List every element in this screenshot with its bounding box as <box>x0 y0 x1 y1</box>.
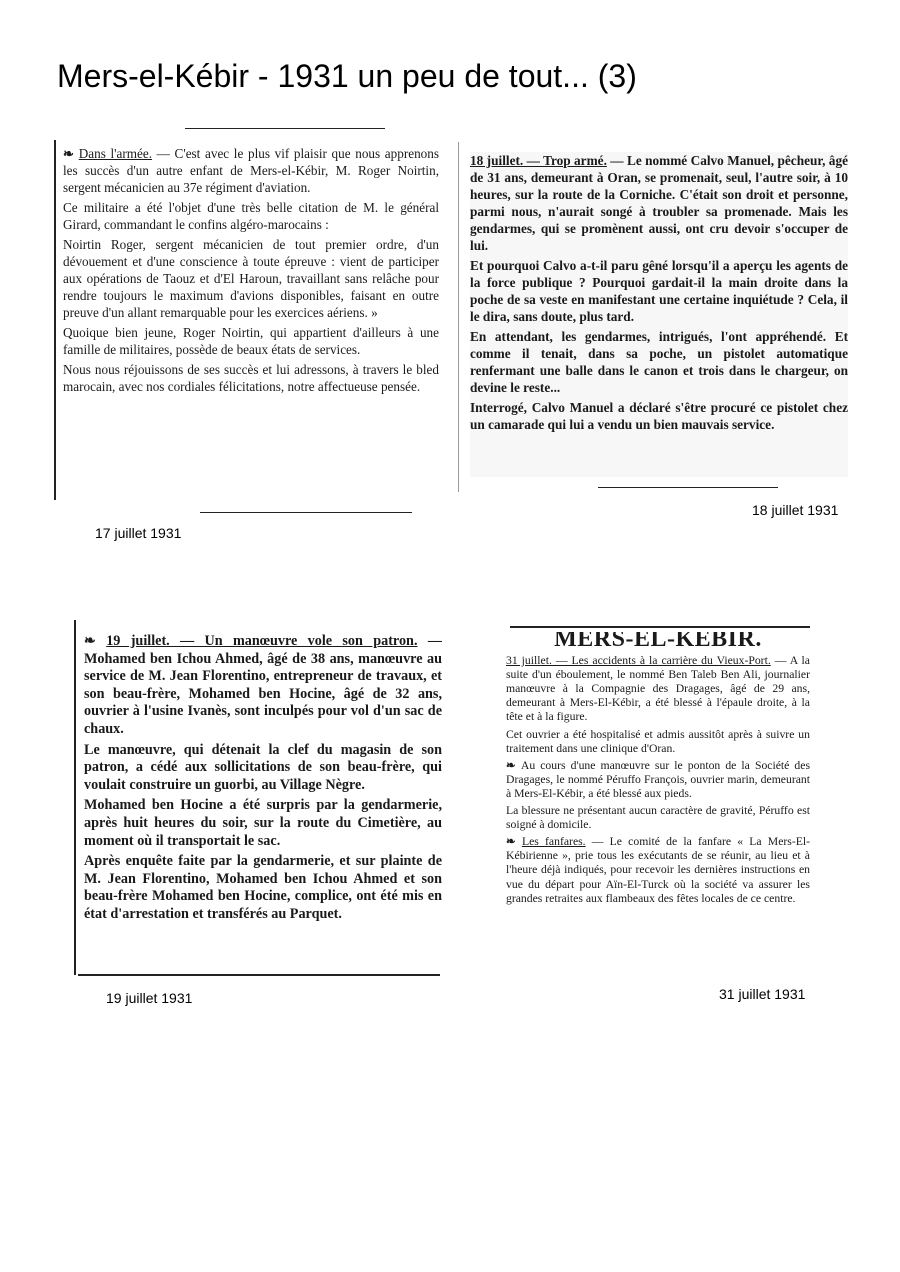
section-heading: Dans l'armée. <box>78 146 153 161</box>
newspaper-clipping-manoeuvre <box>84 633 442 968</box>
clipping-date-caption: 17 juillet 1931 <box>95 525 182 541</box>
paragraph-text: Noirtin Roger, sergent mécanicien de tout premier ordre, d'un dévouement et d'une conscience à toute épreuve : vient de participer aux opérations de Taouz et d'El Haroun, travaillant sans relâche pour rendre toujours le maximum d'avions disponibles, faisant en outre preuve d'un allant remarquable pour les exercices aériens. » <box>63 237 439 320</box>
paragraph-text: — Le nommé Calvo Manuel, pêcheur, âgé de 31 ans, demeurant à Oran, se promenait, seul, l'autre soir, à 10 heures, sur la route de la Corniche. C'était son droit et personne, parmi nous, n'aurait songé à troubler sa promenade. Mais les gendarmes, qui se promènent aussi, ont cru devoir s'occuper de lui. <box>470 153 848 253</box>
clipping-paragraph <box>470 152 848 254</box>
clipping-paragraph <box>63 324 439 358</box>
newspaper-clipping-armee <box>63 145 439 495</box>
divider-rule <box>78 974 440 976</box>
paragraph-text: Ce militaire a été l'objet d'une très belle citation de M. le général Girard, commandant le confins algéro-marocains : <box>63 200 439 232</box>
clipping-paragraph <box>63 236 439 321</box>
clipping-paragraph <box>84 633 442 739</box>
clipping-paragraph <box>63 145 439 196</box>
newspaper-masthead: MERS-EL-KEBIR. <box>554 632 762 652</box>
clipping-paragraph <box>84 742 442 795</box>
paragraph-text: Interrogé, Calvo Manuel a déclaré s'être procuré ce pistolet chez un camarade qui lui a vendu un bien mauvais service. <box>470 400 848 432</box>
paragraph-text: Quoique bien jeune, Roger Noirtin, qui appartient d'ailleurs à une famille de militaires, possède de beaux états de services. <box>63 325 439 357</box>
paragraph-text: — A la suite d'un éboulement, le nommé Ben Taleb Ben Ali, journalier manœuvre à la Compagnie des Dragages, âgé de 29 ans, demeurant à Mers-El-Kébir, a été blessé à l'épaule droite, à la tête et à la figure. <box>506 654 810 724</box>
paragraph-text: — C'est avec le plus vif plaisir que nous apprenons les succès d'un autre enfant de Mers-el-Kébir, M. Roger Noirtin, sergent mécanicien au 37e régiment d'aviation. <box>63 146 439 195</box>
section-heading: 31 juillet. — Les accidents à la carrière du Vieux-Port. <box>506 654 771 668</box>
paragraph-text: En attendant, les gendarmes, intrigués, l'ont appréhendé. Et comme il tenait, dans sa poche, un pistolet automatique renfermant une balle dans le canon et trois dans le chargeur, on devine le reste... <box>470 329 848 395</box>
paragraph-text: Mohamed ben Hocine a été surpris par la gendarmerie, après huit heures du soir, sur la route du Cimetière, au moment où il transportait le sac. <box>84 797 442 849</box>
paragraph-mark-icon: ❧ <box>506 758 521 772</box>
clipping-paragraph <box>84 853 442 923</box>
column-border <box>74 620 76 975</box>
clipping-paragraph <box>506 835 810 905</box>
divider-rule <box>200 512 412 513</box>
clipping-paragraph <box>506 759 810 801</box>
paragraph-text: Au cours d'une manœuvre sur le ponton de la Société des Dragages, le nommé Péruffo François, ouvrier marin, demeurant à Mers-El-Kébir, a été blessé aux pieds. <box>506 758 810 800</box>
paragraph-text: Cet ouvrier a été hospitalisé et admis aussitôt après à suivre un traitement dans une clinique d'Oran. <box>506 727 810 755</box>
page-title: Mers-el-Kébir - 1931 un peu de tout... (3) <box>57 58 637 94</box>
paragraph-mark-icon: ❧ <box>506 835 522 849</box>
section-heading: 18 juillet. — Trop armé. <box>470 153 607 168</box>
divider-rule <box>185 128 385 129</box>
paragraph-text: Nous nous réjouissons de ses succès et lui adressons, à travers le bled marocain, avec nos cordiales félicitations, notre affectueuse pensée. <box>63 362 439 394</box>
paragraph-mark-icon: ❧ <box>84 633 107 649</box>
newspaper-clipping-mers-el-kebir <box>506 632 810 967</box>
clipping-paragraph <box>506 804 810 832</box>
divider-rule <box>510 626 810 628</box>
paragraph-text: Après enquête faite par la gendarmerie, et sur plainte de M. Jean Florentino, Mohamed ben Ichou Ahmed et son beau-frère Mohamed ben Hocine, complice, ont été mis en état d'arrestation et transférés au Parquet. <box>84 853 442 922</box>
column-border <box>54 140 56 500</box>
clipping-date-caption: 31 juillet 1931 <box>719 986 806 1002</box>
section-heading: 19 juillet. — Un manœuvre vole son patron. <box>106 633 418 649</box>
clipping-paragraph <box>470 399 848 433</box>
newspaper-clipping-trop-arme <box>470 152 848 477</box>
clipping-paragraph <box>63 361 439 395</box>
paragraph-text: — Mohamed ben Ichou Ahmed, âgé de 38 ans, manœuvre au service de M. Jean Florentino, entrepreneur de travaux, et son beau-frère, Mohamed ben Hocine, âgé de 32 ans, ouvrier à l'usine Ivanès, sont inculpés pour vol d'un sac de chaux. <box>84 633 442 737</box>
clipping-paragraph <box>84 797 442 850</box>
divider-rule <box>598 487 778 488</box>
clipping-paragraph <box>506 728 810 756</box>
section-heading: Les fanfares. <box>521 835 586 849</box>
clipping-paragraph <box>470 328 848 396</box>
paragraph-text: — Le comité de la fanfare « La Mers-El-Kébirienne », prie tous les exécutants de se réunir, au lieu et à l'heure déjà indiqués, pour recevoir les dernières instructions en vue du départ pour Aïn-El-Turck où la société va assurer les grandes retraites aux flambeaux des fêtes locales de ce centre. <box>506 835 810 905</box>
clipping-paragraph <box>63 199 439 233</box>
clipping-date-caption: 18 juillet 1931 <box>752 502 839 518</box>
paragraph-mark-icon: ❧ <box>63 146 79 161</box>
clipping-paragraph <box>506 654 810 724</box>
paragraph-text: Le manœuvre, qui détenait la clef du magasin de son patron, a cédé aux sollicitations de son beau-frère, qui voulait construire un guorbi, au Village Nègre. <box>84 741 442 793</box>
clipping-paragraph <box>470 257 848 325</box>
clipping-date-caption: 19 juillet 1931 <box>106 990 193 1006</box>
paragraph-text: La blessure ne présentant aucun caractère de gravité, Péruffo est soigné à domicile. <box>506 804 810 832</box>
column-border <box>458 142 459 492</box>
paragraph-text: Et pourquoi Calvo a-t-il paru gêné lorsqu'il a aperçu les agents de la force publique ? Pourquoi gardait-il la main droite dans la poche de sa veste en manifestant une certaine inquiétude ? Cela, il le dira, sans doute, plus tard. <box>470 258 848 324</box>
